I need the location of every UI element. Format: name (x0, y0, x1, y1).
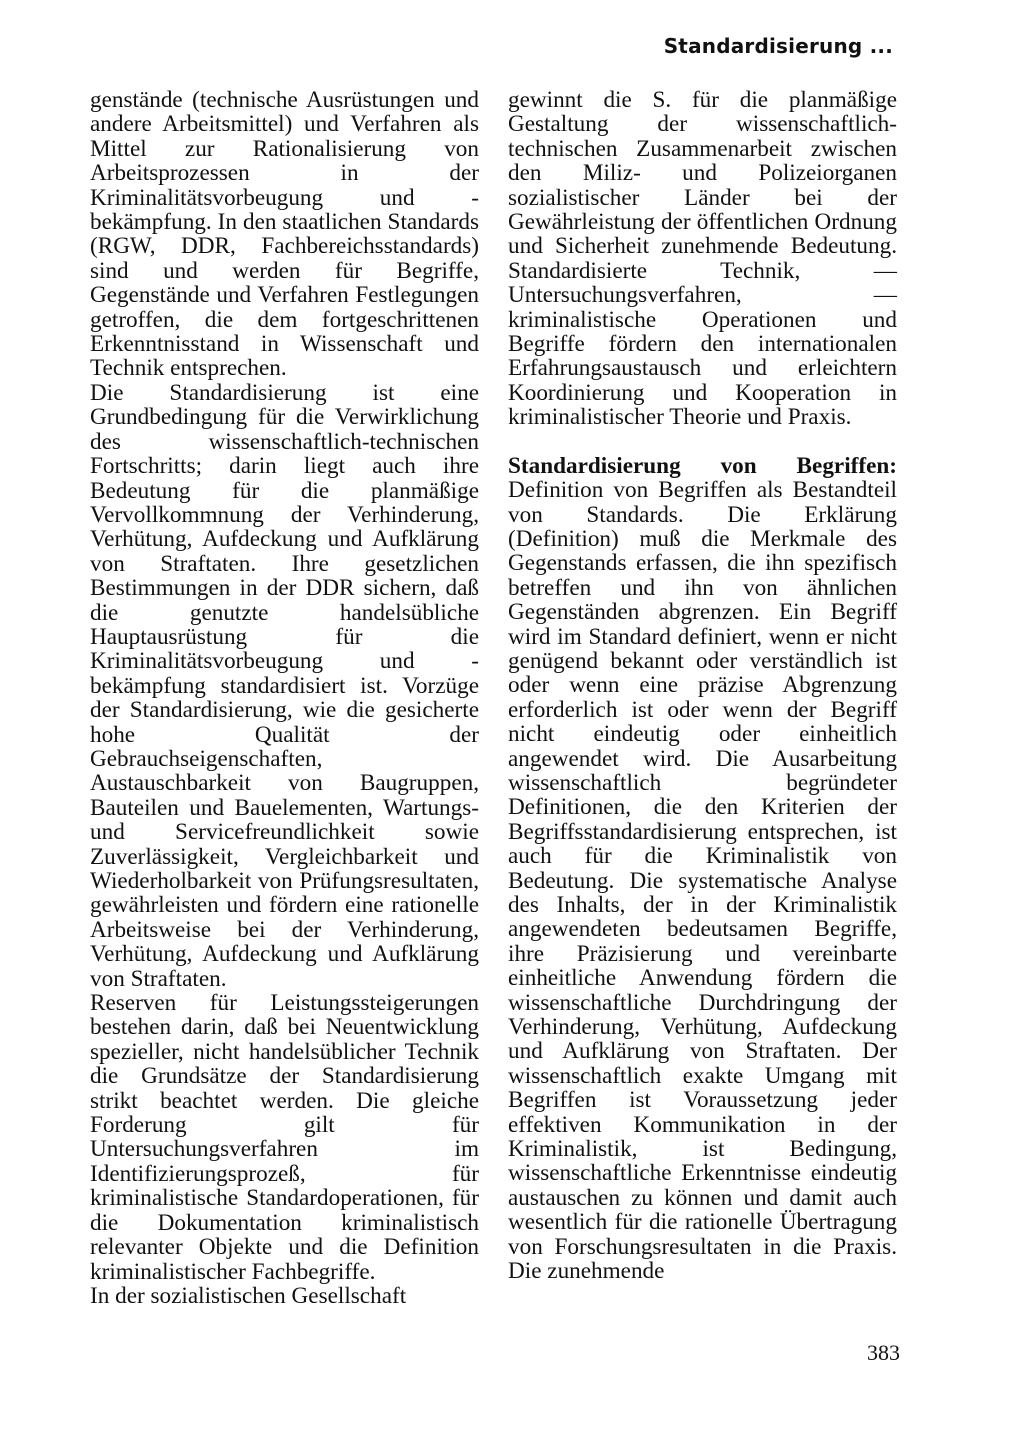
left-column (90, 88, 479, 1308)
right-column (508, 88, 897, 1284)
body-paragraph: gewinnt die S. für die planmäßige Gestaltung der wissenschaftlich-technischen Zusammenarbeit zwischen den Miliz- und Polizeiorganen sozialistischer Länder bei der Gewährleistung der öffentlichen Ordnung und Sicherheit zunehmende Bedeutung. Standardisierte Technik, — Untersuchungsverfahren, — kriminalistische Operationen und Begriffe fördern den internationalen Erfahrungsaustausch und erleichtern Koordinierung und Kooperation in kriminalistischer Theorie und Praxis. (508, 87, 897, 431)
body-paragraph: In der sozialistischen Gesellschaft (90, 1282, 407, 1309)
page-number: 383 (867, 1340, 900, 1365)
running-head: Standardisierung ... (663, 34, 893, 58)
dictionary-entry (508, 454, 897, 1284)
body-paragraph: genstände (technische Ausrüstungen und andere Arbeitsmittel) und Verfahren als Mittel zur Rationalisierung von Arbeitsprozessen in der Kriminalitätsvorbeugung und -bekämpfung. In den staatlichen Standards (RGW, DDR, Fachbereichsstandards) sind und werden für Begriffe, Gegenstände und Verfahren Festlegungen getroffen, die dem fortgeschrittenen Erkenntnisstand in Wissenschaft und Technik entsprechen. (90, 87, 479, 382)
body-paragraph: Die Standardisierung ist eine Grundbedingung für die Verwirklichung des wissenschaftlich-technischen Fortschritts; darin liegt auch ihre Bedeutung für die planmäßige Vervollkommnung der Verhinderung, Verhütung, Aufdeckung und Aufklärung von Straftaten. Ihre gesetzlichen Bestimmungen in der DDR sichern, daß die genutzte handelsübliche Hauptausrüstung für die Kriminalitätsvorbeugung und -bekämpfung standardisiert ist. Vorzüge der Standardisierung, wie die gesicherte hohe Qualität der Gebrauchseigenschaften, Austauschbarkeit von Baugruppen, Bauteilen und Bauelementen, Wartungs- und Servicefreundlichkeit sowie Zuverlässigkeit, Vergleichbarkeit und Wiederholbarkeit von Prüfungsresultaten, gewährleisten und fördern eine rationelle Arbeitsweise bei der Verhinderung, Verhütung, Aufdeckung und Aufklärung von Straftaten. (90, 379, 479, 992)
body-paragraph: Reserven für Leistungssteigerungen bestehen darin, daß bei Neuentwicklung spezieller, nicht handelsüblicher Technik die Grundsätze der Standardisierung strikt beachtet werden. Die gleiche Forderung gilt für Untersuchungsverfahren im Identifizierungsprozeß, für kriminalistische Standardoperationen, für die Dokumentation kriminalistisch relevanter Objekte und die Definition kriminalistischer Fachbegriffe. (90, 990, 479, 1285)
entry-term: Standardisierung von Begriffen: (508, 452, 897, 479)
entry-definition: Definition von Begriffen als Bestandteil von Standards. Die Erklärung (Definition) muß die Merkmale des Gegenstands erfassen, die ihn spezifisch betreffen und ihn von ähnlichen Gegenständen abgrenzen. Ein Begriff wird im Standard definiert, wenn er nicht genügend bekannt oder verständlich ist oder wenn eine präzise Abgrenzung erforderlich ist oder wenn der Begriff nicht eindeutig oder einheitlich angewendet wird. Die Ausarbeitung wissenschaftlich begründeter Definitionen, die den Kriterien der Begriffsstandardisierung entsprechen, ist auch für die Kriminalistik von Bedeutung. Die systematische Analyse des Inhalts, der in der Kriminalistik angewendeten bedeutsamen Begriffe, ihre Präzisierung und vereinbarte einheitliche Anwendung fördern die wissenschaftliche Durchdringung der Verhinderung, Verhütung, Aufdeckung und Aufklärung von Straftaten. Der wissenschaftlich exakte Umgang mit Begriffen ist Voraussetzung jeder effektiven Kommunikation in der Kriminalistik, ist Bedingung, wissenschaftliche Erkenntnisse eindeutig austauschen zu können und damit auch wesentlich für die rationelle Übertragung von Forschungsresultaten in die Praxis. Die zunehmende (508, 477, 897, 1285)
